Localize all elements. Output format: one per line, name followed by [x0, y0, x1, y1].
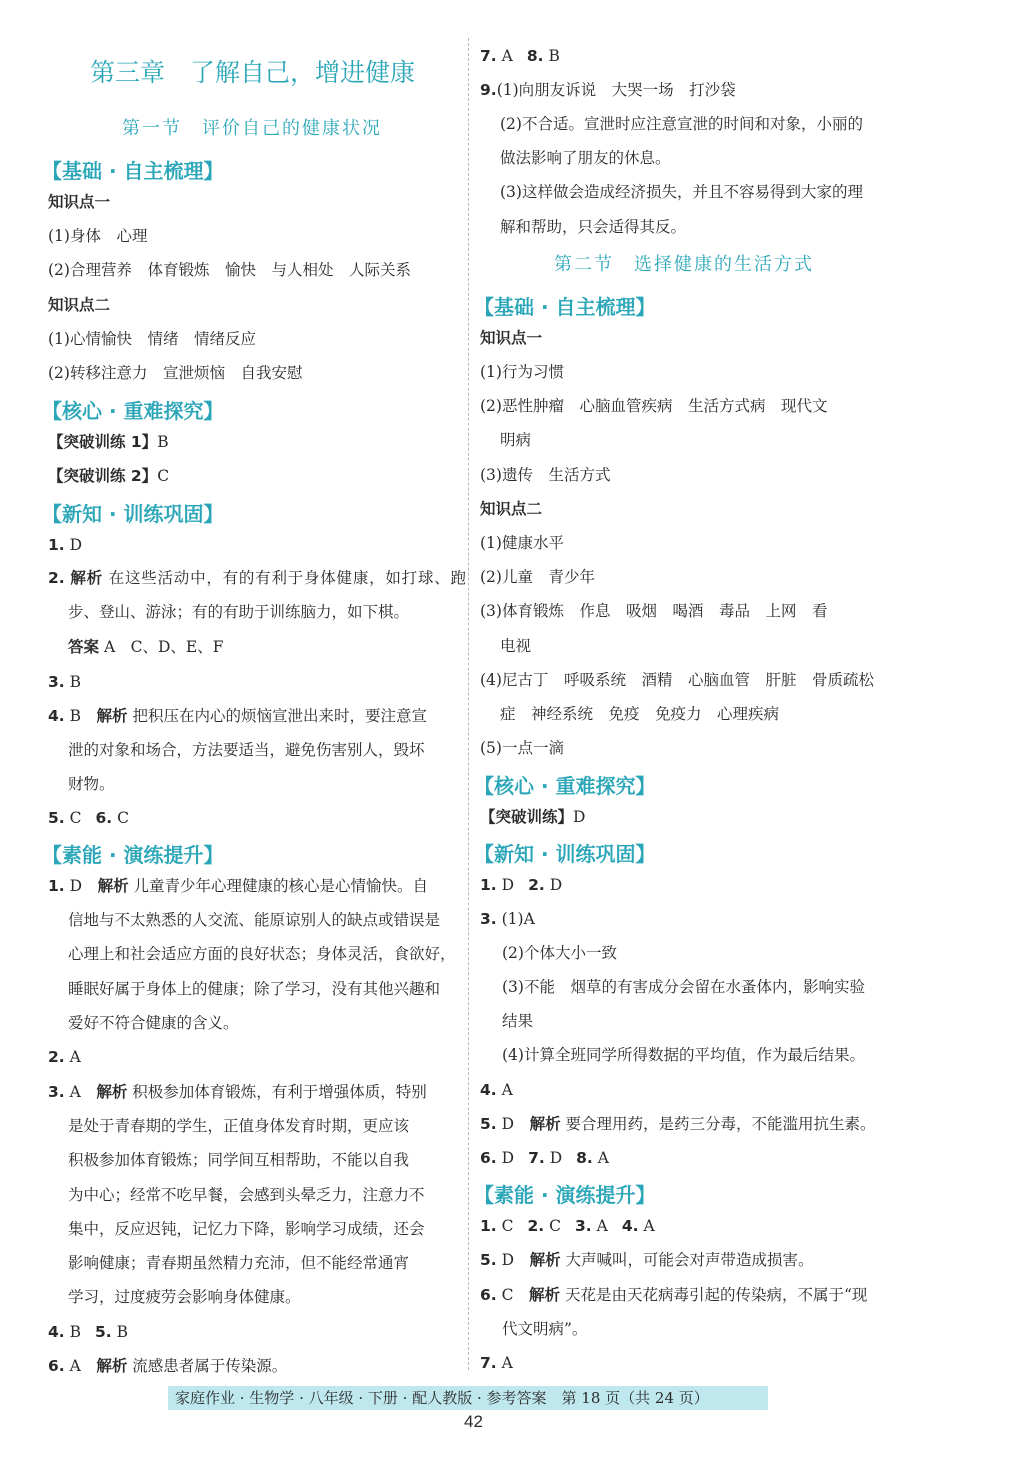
question-number: 1.: [48, 536, 65, 554]
answer-line: (4)计算全班同学所得数据的平均值，作为最后结果。: [502, 1046, 865, 1064]
section-title: 第一节 评价自己的健康状况: [122, 118, 382, 139]
question-answer: A: [501, 1081, 513, 1099]
question-item: [480, 1353, 900, 1373]
analysis-text: 积极参加体育锻炼；同学间互相帮助，不能以自我: [68, 1151, 410, 1169]
analysis-label: 解析: [529, 1251, 561, 1269]
question-answer: D: [501, 876, 515, 894]
answer-line: (1)心情愉快 情绪 情绪反应: [48, 330, 256, 348]
question-answer: A: [501, 47, 513, 65]
question-number: 6.: [480, 1149, 497, 1167]
question-number: 2.: [48, 1048, 65, 1066]
analysis-label: 解析: [70, 569, 103, 587]
question-answer: D: [69, 536, 83, 554]
page-number: 42: [464, 1412, 483, 1431]
block-heading-skill: 【素能 · 演练提升】: [42, 843, 224, 867]
answer-line: (5)一点一滴: [480, 739, 564, 757]
breakthrough-item: [48, 466, 466, 486]
footer-text: 家庭作业 · 生物学 · 八年级 · 下册 · 配人教版 · 参考答案 第 18 页（共 24 页）: [175, 1389, 709, 1407]
question-number: 7.: [528, 1149, 545, 1167]
question-number: 9.: [480, 81, 497, 99]
question-answer: A C、D、E、F: [103, 638, 224, 656]
question-number: 8.: [576, 1149, 593, 1167]
question-answer: A: [597, 1149, 609, 1167]
analysis-text: 天花是由天花病毒引起的传染病，不属于“现: [564, 1286, 868, 1304]
question-answer: D: [549, 1149, 563, 1167]
question-item: [480, 1080, 900, 1100]
question-item: [48, 535, 466, 555]
answer-line: 明病: [500, 431, 532, 449]
question-answer: A: [596, 1217, 608, 1235]
answer-line: (2)转移注意力 宣泄烦恼 自我安慰: [48, 364, 303, 382]
breakthrough-label: 【突破训练 2】: [48, 467, 158, 485]
question-item: [48, 1047, 466, 1067]
breakthrough-item: [48, 432, 466, 452]
question-answer: C: [501, 1286, 514, 1304]
question-item: [480, 80, 900, 100]
knowledge-point-heading: 知识点二: [48, 296, 111, 314]
question-number: 7.: [480, 1354, 497, 1372]
analysis-label: 解析: [529, 1115, 561, 1133]
question-item: [480, 909, 900, 929]
answer-line: (2)合理营养 体育锻炼 愉快 与人相处 人际关系: [48, 261, 411, 279]
question-number: 1.: [48, 877, 65, 895]
analysis-text: 学习，过度疲劳会影响身体健康。: [68, 1288, 301, 1306]
analysis-text: 爱好不符合健康的含义。: [68, 1014, 239, 1032]
analysis-text: 步、登山、游泳；有的有助于训练脑力，如下棋。: [68, 603, 410, 621]
question-answer: B: [69, 1323, 82, 1341]
breakthrough-label: 【突破训练 1】: [48, 433, 158, 451]
answer-line: (1)行为习惯: [480, 363, 564, 381]
question-number: 1.: [480, 1217, 497, 1235]
analysis-text: 集中，反应迟钝，记忆力下降，影响学习成绩，还会: [68, 1220, 425, 1238]
question-number: 4.: [48, 1323, 65, 1341]
question-number: 4.: [48, 707, 65, 725]
breakthrough-answer: C: [157, 467, 170, 485]
analysis-label: 解析: [96, 1083, 128, 1101]
question-answer: C: [501, 1217, 514, 1235]
answer-line: (2)个体大小一致: [502, 944, 617, 962]
question-item: [480, 1148, 900, 1168]
question-number: 3.: [575, 1217, 592, 1235]
question-number: 3.: [480, 910, 497, 928]
column-divider: [468, 38, 469, 1370]
chapter-title: 第三章 了解自己，增进健康: [90, 58, 416, 87]
answer-line: (1)A: [501, 910, 535, 928]
question-answer: B: [116, 1323, 129, 1341]
block-heading-new: 【新知 · 训练巩固】: [42, 502, 224, 526]
analysis-text: 要合理用药，是药三分毒，不能滥用抗生素。: [565, 1115, 876, 1133]
question-item: [48, 706, 466, 726]
answer-line: (1)健康水平: [480, 534, 564, 552]
analysis-text: 流感患者属于传染源。: [132, 1357, 288, 1375]
answer-line: (1)向朋友诉说 大哭一场 打沙袋: [496, 81, 736, 99]
question-number: 5.: [95, 1323, 112, 1341]
question-number: 5.: [480, 1251, 497, 1269]
analysis-text: 心理上和社会适应方面的良好状态；身体灵活，食欲好，: [68, 945, 456, 963]
answer-line: (2)恶性肿瘤 心脑血管疾病 生活方式病 现代文: [480, 397, 828, 415]
question-answer: D: [501, 1115, 515, 1133]
question-answer: D: [549, 876, 563, 894]
question-answer: A: [69, 1357, 81, 1375]
answer-line: (4)尼古丁 呼吸系统 酒精 心脑血管 肝脏 骨质疏松: [480, 671, 874, 689]
question-item: [480, 1216, 900, 1236]
question-answer: A: [69, 1083, 81, 1101]
block-heading-core: 【核心 · 重难探究】: [474, 774, 656, 798]
question-item: [480, 1114, 900, 1134]
analysis-text: 代文明病”。: [502, 1320, 588, 1338]
knowledge-point-heading: 知识点二: [480, 500, 543, 518]
answer-label: 答案: [68, 638, 100, 656]
question-answer: C: [117, 809, 129, 827]
question-answer: A: [643, 1217, 655, 1235]
analysis-text: 为中心；经常不吃早餐，会感到头晕乏力，注意力不: [68, 1186, 425, 1204]
analysis-text: 是处于青春期的学生，正值身体发育时期，更应该: [68, 1117, 410, 1135]
question-item: [48, 1356, 466, 1376]
analysis-text: 在这些活动中，有的有利于身体健康，如打球、跑: [108, 569, 466, 587]
answer-line: 症 神经系统 免疫 免疫力 心理疾病: [500, 705, 780, 723]
question-item: [48, 808, 466, 828]
question-answer: D: [501, 1251, 515, 1269]
answer-line: 结果: [502, 1012, 534, 1030]
question-number: 6.: [95, 809, 113, 827]
block-heading-skill: 【素能 · 演练提升】: [474, 1183, 656, 1207]
question-number: 6.: [48, 1357, 65, 1375]
breakthrough-answer: D: [573, 808, 586, 826]
analysis-text: 大声喊叫，可能会对声带造成损害。: [565, 1251, 814, 1269]
analysis-text: 信地与不太熟悉的人交流、能原谅别人的缺点或错误是: [68, 911, 441, 929]
answer-line: (2)儿童 青少年: [480, 568, 595, 586]
analysis-label: 解析: [97, 877, 129, 895]
answer-line: (3)遗传 生活方式: [480, 466, 611, 484]
block-heading-basics: 【基础 · 自主梳理】: [42, 159, 224, 183]
question-item: [480, 46, 900, 66]
question-answer: B: [548, 47, 560, 65]
question-number: 7.: [480, 47, 497, 65]
question-answer: D: [69, 877, 83, 895]
section-title: 第二节 选择健康的生活方式: [554, 254, 814, 275]
question-number: 6.: [480, 1286, 497, 1304]
answer-line: (3)不能 烟草的有害成分会留在水蚤体内，影响实验: [502, 978, 865, 996]
question-number: 8.: [526, 47, 544, 65]
question-number: 2.: [48, 569, 65, 587]
answer-line: (3)体育锻炼 作息 吸烟 喝酒 毒品 上网 看: [480, 602, 828, 620]
answer-line: (3)这样做会造成经济损失，并且不容易得到大家的理: [500, 183, 863, 201]
analysis-text: 儿童青少年心理健康的核心是心情愉快。自: [133, 877, 429, 895]
answer-line: 解和帮助，只会适得其反。: [500, 218, 687, 236]
answer-line: (1)身体 心理: [48, 227, 148, 245]
analysis-label: 解析: [529, 1286, 561, 1304]
question-item: [48, 1322, 466, 1342]
breakthrough-answer: B: [157, 433, 169, 451]
question-item: [480, 1250, 900, 1270]
question-number: 1.: [480, 876, 497, 894]
knowledge-point-heading: 知识点一: [480, 329, 543, 347]
analysis-label: 解析: [96, 1357, 128, 1375]
question-item: [48, 876, 466, 896]
question-number: 4.: [621, 1217, 639, 1235]
question-answer: D: [501, 1149, 515, 1167]
question-answer: B: [69, 673, 82, 691]
question-number: 4.: [480, 1081, 497, 1099]
analysis-text: 把积压在内心的烦恼宣泄出来时，要注意宣: [132, 707, 427, 725]
block-heading-basics: 【基础 · 自主梳理】: [474, 295, 656, 319]
question-answer: A: [69, 1048, 81, 1066]
analysis-text: 积极参加体育锻炼，有利于增强体质，特别: [132, 1083, 427, 1101]
question-item: [480, 875, 900, 895]
question-number: 2.: [528, 876, 545, 894]
breakthrough-item: [480, 807, 900, 827]
question-item: [48, 568, 466, 588]
question-item: [480, 1285, 900, 1305]
question-number: 2.: [527, 1217, 545, 1235]
answer-line: (2)不合适。宣泄时应注意宣泄的时间和对象，小丽的: [500, 115, 863, 133]
answer-line: [48, 637, 466, 657]
question-answer: B: [69, 707, 82, 725]
analysis-text: 影响健康；青春期虽然精力充沛，但不能经常通宵: [68, 1254, 410, 1272]
question-number: 3.: [48, 1083, 65, 1101]
answer-line: 做法影响了朋友的休息。: [500, 149, 671, 167]
analysis-label: 解析: [96, 707, 128, 725]
question-item: [48, 672, 466, 692]
question-number: 3.: [48, 673, 65, 691]
question-number: 5.: [48, 809, 65, 827]
answer-line: 电视: [500, 637, 532, 655]
question-item: [48, 1082, 466, 1102]
block-heading-new: 【新知 · 训练巩固】: [474, 842, 656, 866]
analysis-text: 财物。: [68, 775, 115, 793]
knowledge-point-heading: 知识点一: [48, 193, 111, 211]
question-answer: C: [69, 809, 82, 827]
breakthrough-label: 【突破训练】: [480, 808, 574, 826]
analysis-text: 睡眠好属于身体上的健康；除了学习，没有其他兴趣和: [68, 980, 441, 998]
analysis-text: 泄的对象和场合，方法要适当，避免伤害别人，毁坏: [68, 741, 425, 759]
question-number: 5.: [480, 1115, 497, 1133]
block-heading-core: 【核心 · 重难探究】: [42, 399, 224, 423]
question-answer: A: [501, 1354, 513, 1372]
question-answer: C: [549, 1217, 561, 1235]
